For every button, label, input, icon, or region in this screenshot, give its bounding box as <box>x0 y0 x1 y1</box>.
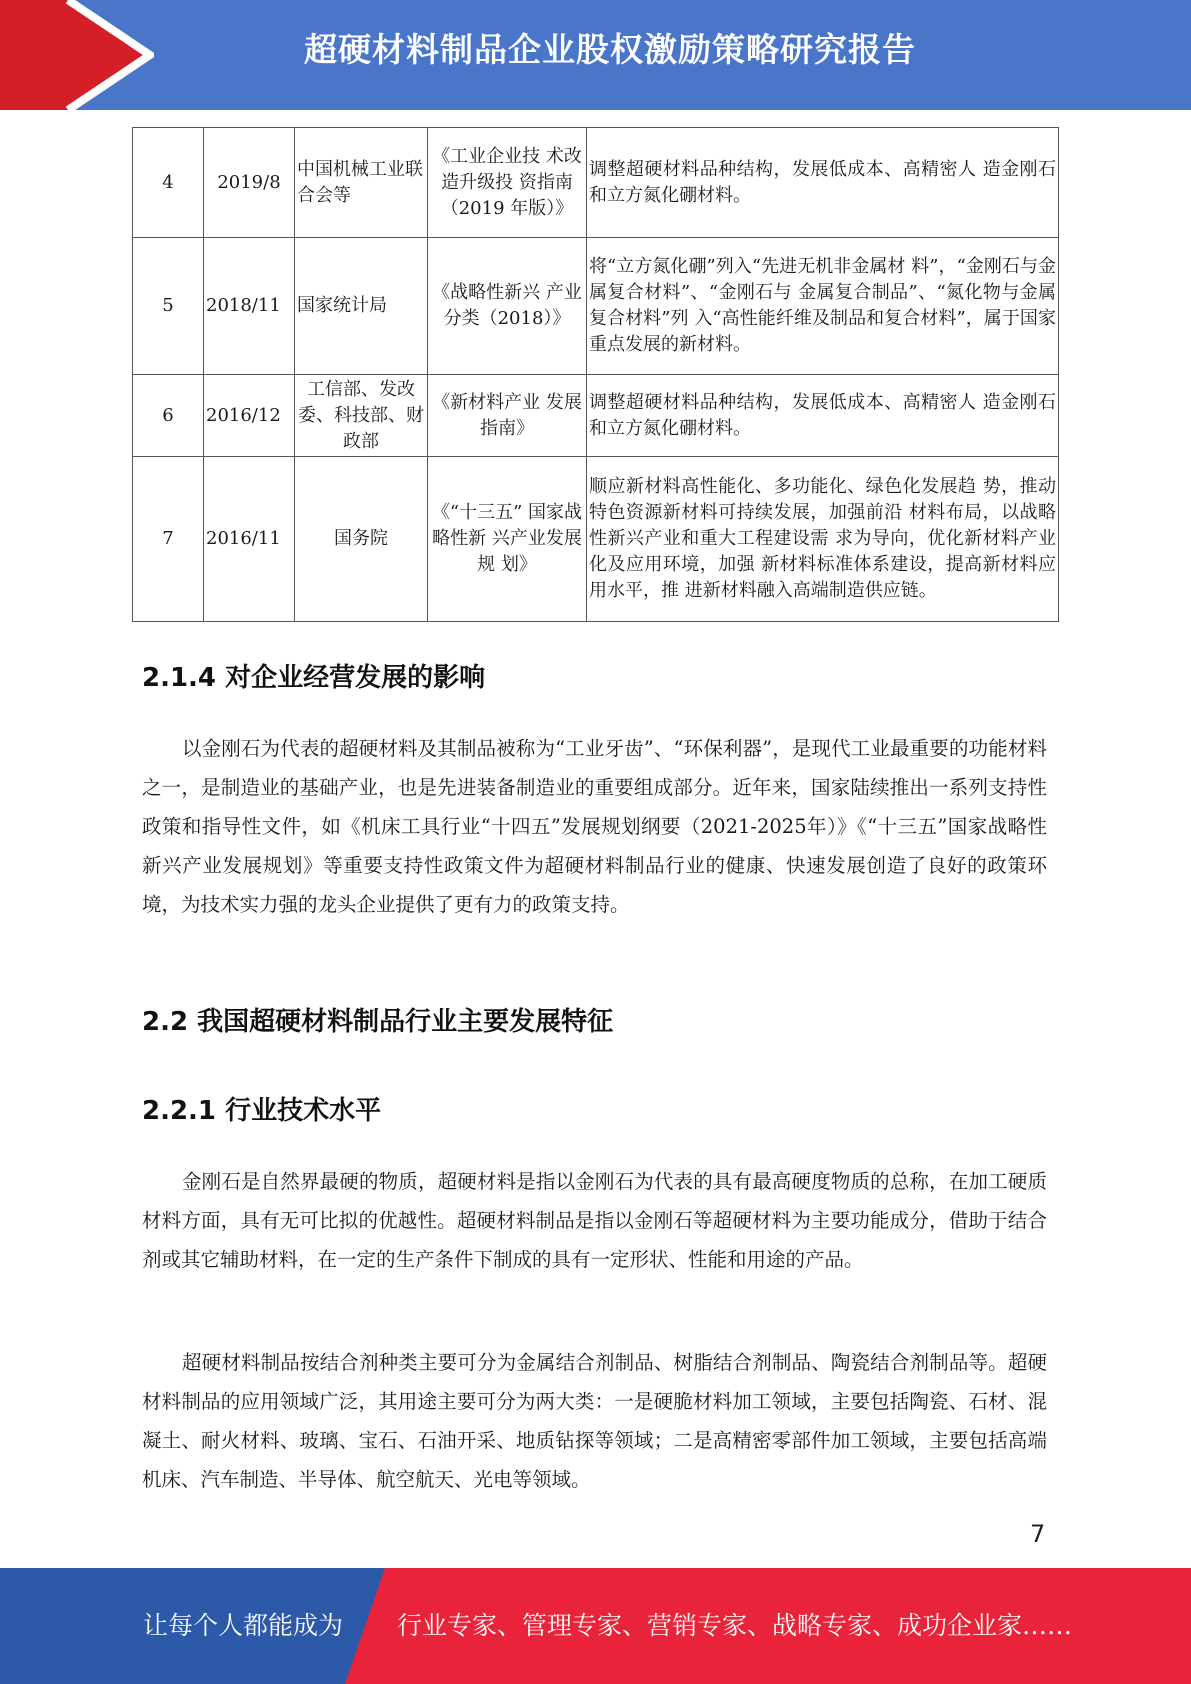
table-cell-desc: 调整超硬材料品种结构，发展低成本、高精密人 造金刚石和立方氮化硼材料。 <box>587 128 1059 238</box>
table-cell-no: 4 <box>133 128 204 238</box>
footer-slogan-right: 行业专家、管理专家、营销专家、战略专家、成功企业家…… <box>397 1611 1073 1640</box>
table-cell-desc: 顺应新材料高性能化、多功能化、绿色化发展趋 势，推动特色资源新材料可持续发展，加强前沿 材料布局，以战略性新兴产业和重大工程建设需 求为导向，优化新材料产业化及应用环境，加强 新材料标准体系建设，提高新材料应用水平，推 进新材料融入高端制造供应链。 <box>587 457 1059 622</box>
section-heading-2-2: 2.2 我国超硬材料制品行业主要发展特征 <box>142 1007 614 1037</box>
table-cell-date: 2016/12 <box>204 375 295 457</box>
table-cell-dept: 国务院 <box>295 457 428 622</box>
table-cell-date: 2018/11 <box>204 238 295 375</box>
table-row <box>133 457 1059 622</box>
section-2-2-1-paragraph-2: 超硬材料制品按结合剂种类主要可分为金属结合剂制品、树脂结合剂制品、陶瓷结合剂制品等。超硬材料制品的应用领域广泛，其用途主要可分为两大类：一是硬脆材料加工领域，主要包括陶瓷、石材、混凝土、耐火材料、玻璃、宝石、石油开采、地质钻探等领域；二是高精密零部件加工领域，主要包括高端机床、汽车制造、半导体、航空航天、光电等领域。 <box>142 1351 1047 1491</box>
policy-table <box>132 127 1059 622</box>
section-2-2-1-paragraph-1: 金刚石是自然界最硬的物质，超硬材料是指以金刚石为代表的具有最高硬度物质的总称，在加工硬质材料方面，具有无可比拟的优越性。超硬材料制品是指以金刚石等超硬材料为主要功能成分，借助于结合剂或其它辅助材料，在一定的生产条件下制成的具有一定形状、性能和用途的产品。 <box>142 1170 1047 1271</box>
table-cell-doc: 《战略性新兴 产业分类（2018）》 <box>428 238 587 375</box>
table-cell-dept: 中国机械工业联合会等 <box>295 128 428 238</box>
table-cell-desc: 将“立方氮化硼”列入“先进无机非金属材 料”，“金刚石与金属复合材料”、“金刚石与 金属复合制品”、“氮化物与金属复合材料”列 入“高性能纤维及制品和复合材料”，属于国家 重点发展的新材料。 <box>587 238 1059 375</box>
table-cell-no: 6 <box>133 375 204 457</box>
table-row <box>133 128 1059 238</box>
footer-slogan-left: 让每个人都能成为 <box>143 1611 344 1640</box>
table-cell-no: 7 <box>133 457 204 622</box>
table-row <box>133 238 1059 375</box>
section-heading-2-2-1: 2.2.1 行业技术水平 <box>142 1096 382 1126</box>
table-cell-dept: 国家统计局 <box>295 238 428 375</box>
table-continuation-edge <box>120 622 1080 628</box>
page-header <box>0 0 1191 110</box>
report-title: 超硬材料制品企业股权激励策略研究报告 <box>304 30 916 69</box>
table-cell-doc: 《新材料产业 发展指南》 <box>428 375 587 457</box>
table-cell-doc: 《“十三五” 国家战略性新 兴产业发展规 划》 <box>428 457 587 622</box>
table-cell-date: 2019/8 <box>204 128 295 238</box>
table-cell-desc: 调整超硬材料品种结构，发展低成本、高精密人 造金刚石和立方氮化硼材料。 <box>587 375 1059 457</box>
section-heading-2-1-4: 2.1.4 对企业经营发展的影响 <box>142 663 486 693</box>
table-cell-dept: 工信部、发改委、科技部、财政部 <box>295 375 428 457</box>
table-cell-date: 2016/11 <box>204 457 295 622</box>
header-red-block <box>0 0 70 110</box>
section-2-1-4-paragraph: 以金刚石为代表的超硬材料及其制品被称为“工业牙齿”、“环保利器”，是现代工业最重要的功能材料之一，是制造业的基础产业，也是先进装备制造业的重要组成部分。近年来，国家陆续推出一系列支持性政策和指导性文件，如《机床工具行业“十四五”发展规划纲要（2021-2025年）》《“十三五”国家战略性新兴产业发展规划》等重要支持性政策文件为超硬材料制品行业的健康、快速发展创造了良好的政策环境，为技术实力强的龙头企业提供了更有力的政策支持。 <box>142 737 1047 916</box>
table-cell-doc: 《工业企业技 术改造升级投 资指南（2019 年版）》 <box>428 128 587 238</box>
page-footer <box>0 1568 1191 1684</box>
header-chevron-decoration <box>64 0 154 110</box>
page-number: 7 <box>1030 1520 1046 1548</box>
table-cell-no: 5 <box>133 238 204 375</box>
table-row <box>133 375 1059 457</box>
